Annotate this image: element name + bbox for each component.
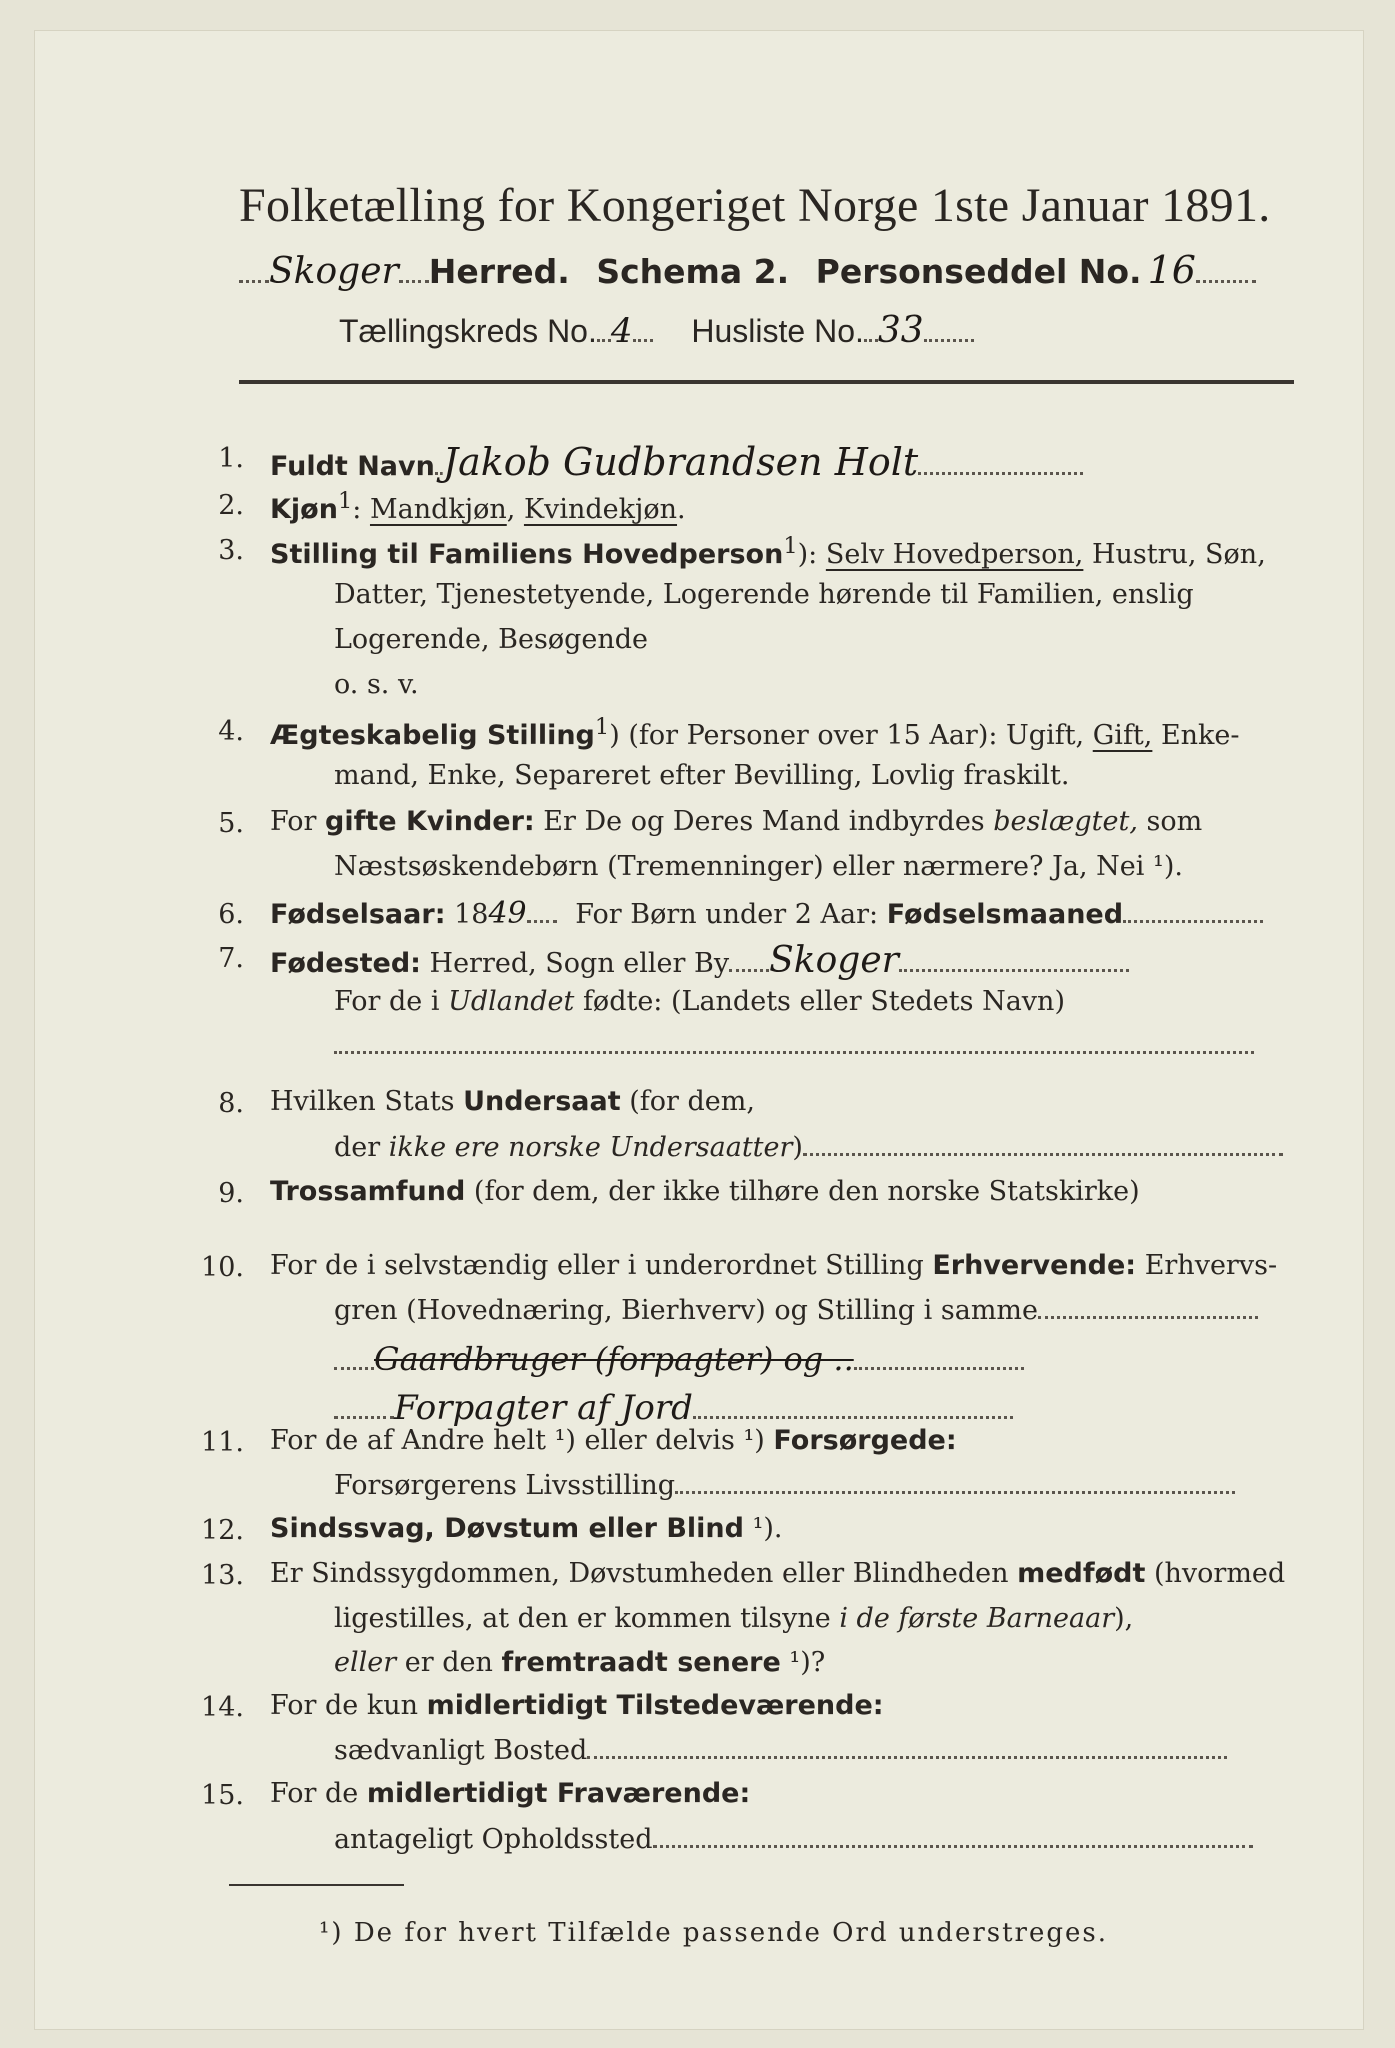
text: For Børn under 2 Aar: [575, 899, 887, 930]
text: Er De og Deres Mand indbyrdes [534, 806, 994, 837]
text: ): [797, 539, 826, 570]
field-label: Sindssvag, Døvstum eller Blind [270, 1513, 744, 1544]
item-number: 6. [218, 899, 244, 930]
item-7 [270, 940, 1129, 981]
item-8 [270, 1086, 755, 1117]
item-11 [270, 1425, 957, 1456]
item-number: 11. [201, 1427, 244, 1458]
item-11-line-2 [334, 1470, 1235, 1501]
item-1 [270, 440, 1083, 484]
text: ) (for Personer over 15 Aar): Ugift, [609, 720, 1093, 751]
item-number: 8. [218, 1088, 244, 1119]
text: ikke ere norske Undersaatter [388, 1132, 793, 1163]
option-kvindekjon: Kvindekjøn [523, 494, 678, 525]
item-number: 1. [218, 443, 244, 474]
item-13 [270, 1558, 1285, 1589]
birth-year-value: 49 [488, 896, 527, 931]
field-label: medfødt [1017, 1558, 1146, 1589]
footnote-rule [229, 1884, 404, 1886]
herred-value: Skoger [269, 251, 399, 292]
item-3-line-3: Logerende, Besøgende [334, 624, 648, 655]
schema-label: Schema 2. [596, 252, 790, 291]
item-number: 12. [201, 1515, 244, 1546]
field-label: Forsørgede: [773, 1425, 957, 1456]
item-7-line-2 [334, 986, 1065, 1017]
item-5-line-2: Næstsøskendebørn (Tremenninger) eller nærmere? Ja, Nei ¹). [334, 851, 1183, 882]
census-form [34, 30, 1364, 2030]
field-label: Fødselsaar: [270, 899, 446, 930]
personseddel-label: Personseddel No. [815, 252, 1142, 291]
kreds-value: 4 [610, 311, 633, 351]
item-10-value-2 [334, 1388, 1013, 1428]
item-number: 9. [218, 1178, 244, 1209]
text: For de i selvstændig eller i underordnet Stilling [270, 1250, 933, 1281]
text: gren (Hovednæring, Bierhverv) og Stilling i samme [334, 1295, 1039, 1326]
text: der [334, 1132, 389, 1163]
item-2 [270, 488, 686, 525]
footnote-ref: 1 [337, 488, 353, 514]
text: Hustru, Søn, [1083, 539, 1266, 570]
field-label: Stilling til Familiens Hovedperson [270, 539, 784, 570]
item-6 [270, 896, 1263, 931]
item-8-line-2 [334, 1132, 1283, 1163]
item-4 [270, 714, 1240, 751]
text: ¹). [743, 1513, 783, 1544]
item-10-value-1 [334, 1340, 1024, 1378]
item-14-line-2 [334, 1735, 1227, 1766]
text: (for dem, der ikke tilhøre den norske Statskirke) [465, 1176, 1140, 1207]
text: For de [270, 1778, 367, 1809]
text: (for dem, [620, 1086, 755, 1117]
text: i de første Barneaar [839, 1603, 1115, 1634]
herred-label: Herred. [428, 252, 570, 291]
item-15-line-2 [334, 1824, 1253, 1855]
field-label: Kjøn [270, 494, 338, 525]
item-3-line-2: Datter, Tjenestetyende, Logerende hørende til Familien, enslig [334, 579, 1194, 610]
field-label: Trossamfund [270, 1176, 466, 1207]
text: Herred, Sogn eller By [420, 948, 730, 979]
full-name-value: Jakob Gudbrandsen Holt [442, 440, 919, 484]
text: ), [1114, 1603, 1134, 1634]
item-number: 10. [201, 1252, 244, 1283]
text: sædvanligt Bosted [334, 1735, 588, 1766]
item-13-line-2 [334, 1603, 1133, 1634]
item-number: 14. [201, 1692, 244, 1723]
text: : [352, 494, 370, 525]
text: ) [792, 1132, 803, 1163]
field-label: Fuldt Navn [270, 451, 435, 482]
field-label: Fødested: [270, 948, 421, 979]
text: som [1137, 806, 1203, 837]
field-label: Fødselsmaaned [886, 899, 1124, 930]
item-3 [270, 533, 1266, 570]
item-number: 5. [218, 808, 244, 839]
item-10 [270, 1250, 1277, 1281]
header-row-1 [239, 248, 1256, 292]
item-12 [270, 1513, 783, 1544]
text: Forsørgerens Livsstilling [334, 1470, 676, 1501]
husliste-label: Husliste No. [691, 313, 864, 349]
text: Erhvervs- [1136, 1250, 1278, 1281]
selected-option: Gift, [1092, 720, 1153, 751]
item-13-line-3 [334, 1647, 825, 1678]
husliste-value: 33 [877, 310, 924, 351]
occupation-value-struck: Gaardbruger (forpagter) og .. [374, 1340, 854, 1378]
field-label: Ægteskabelig Stilling [270, 720, 595, 751]
form-title: Folketælling for Kongeriget Norge 1ste Januar 1891. [239, 179, 1271, 232]
text: Er Sindssygdommen, Døvstumheden eller Blindheden [270, 1558, 1018, 1589]
item-3-line-4: o. s. v. [334, 669, 419, 700]
text: ¹)? [780, 1647, 826, 1678]
birthplace-value: Skoger [769, 940, 899, 981]
text: 18 [454, 899, 489, 930]
item-number: 4. [218, 716, 244, 747]
header-row-2 [339, 310, 974, 351]
item-9 [270, 1176, 1140, 1207]
footnote: ¹) De for hvert Tilfælde passende Ord understreges. [319, 1918, 1109, 1948]
item-7-blank [334, 1030, 1254, 1061]
text: Udlandet [448, 986, 575, 1017]
text: ligestilles, at den er kommen tilsyne [334, 1603, 840, 1634]
footnote-ref: 1 [783, 533, 798, 559]
field-label: fremtraadt senere [501, 1647, 781, 1678]
text: Enke- [1152, 720, 1240, 751]
item-number: 13. [201, 1560, 244, 1591]
text: er den [396, 1647, 502, 1678]
item-15 [270, 1778, 750, 1809]
field-label: midlertidigt Tilstedeværende: [426, 1690, 884, 1721]
field-label: gifte Kvinder: [325, 806, 535, 837]
option-mandkjon: Mandkjøn [369, 494, 507, 525]
text: fødte: (Landets eller Stedets Navn) [574, 986, 1065, 1017]
item-5 [270, 806, 1202, 837]
item-4-line-2: mand, Enke, Separeret efter Bevilling, Lovlig fraskilt. [334, 760, 1070, 791]
text: antageligt Opholdssted [334, 1824, 653, 1855]
text: , [506, 494, 524, 525]
text: beslægtet, [993, 806, 1138, 837]
item-number: 3. [218, 535, 244, 566]
selected-option: Selv Hovedperson, [825, 539, 1084, 570]
footnote-ref: 1 [594, 714, 610, 740]
text: (hvormed [1145, 1558, 1286, 1589]
occupation-value: Forpagter af Jord [394, 1388, 693, 1428]
field-label: Undersaat [463, 1086, 621, 1117]
field-label: midlertidigt Fraværende: [366, 1778, 751, 1809]
text: Hvilken Stats [270, 1086, 464, 1117]
item-number: 15. [201, 1780, 244, 1811]
text: For [270, 806, 326, 837]
text: For de i [334, 986, 449, 1017]
item-10-line-2 [334, 1295, 1258, 1326]
header-rule [239, 380, 1294, 384]
text: For de kun [270, 1690, 427, 1721]
text: eller [334, 1647, 397, 1678]
item-number: 2. [218, 490, 244, 521]
field-label: Erhvervende: [932, 1250, 1137, 1281]
kreds-label: Tællingskreds No. [339, 313, 597, 349]
personseddel-value: 16 [1147, 248, 1196, 292]
item-14 [270, 1690, 884, 1721]
text: . [677, 494, 686, 525]
text: For de af Andre helt ¹) eller delvis ¹) [270, 1425, 774, 1456]
item-number: 7. [218, 943, 244, 974]
